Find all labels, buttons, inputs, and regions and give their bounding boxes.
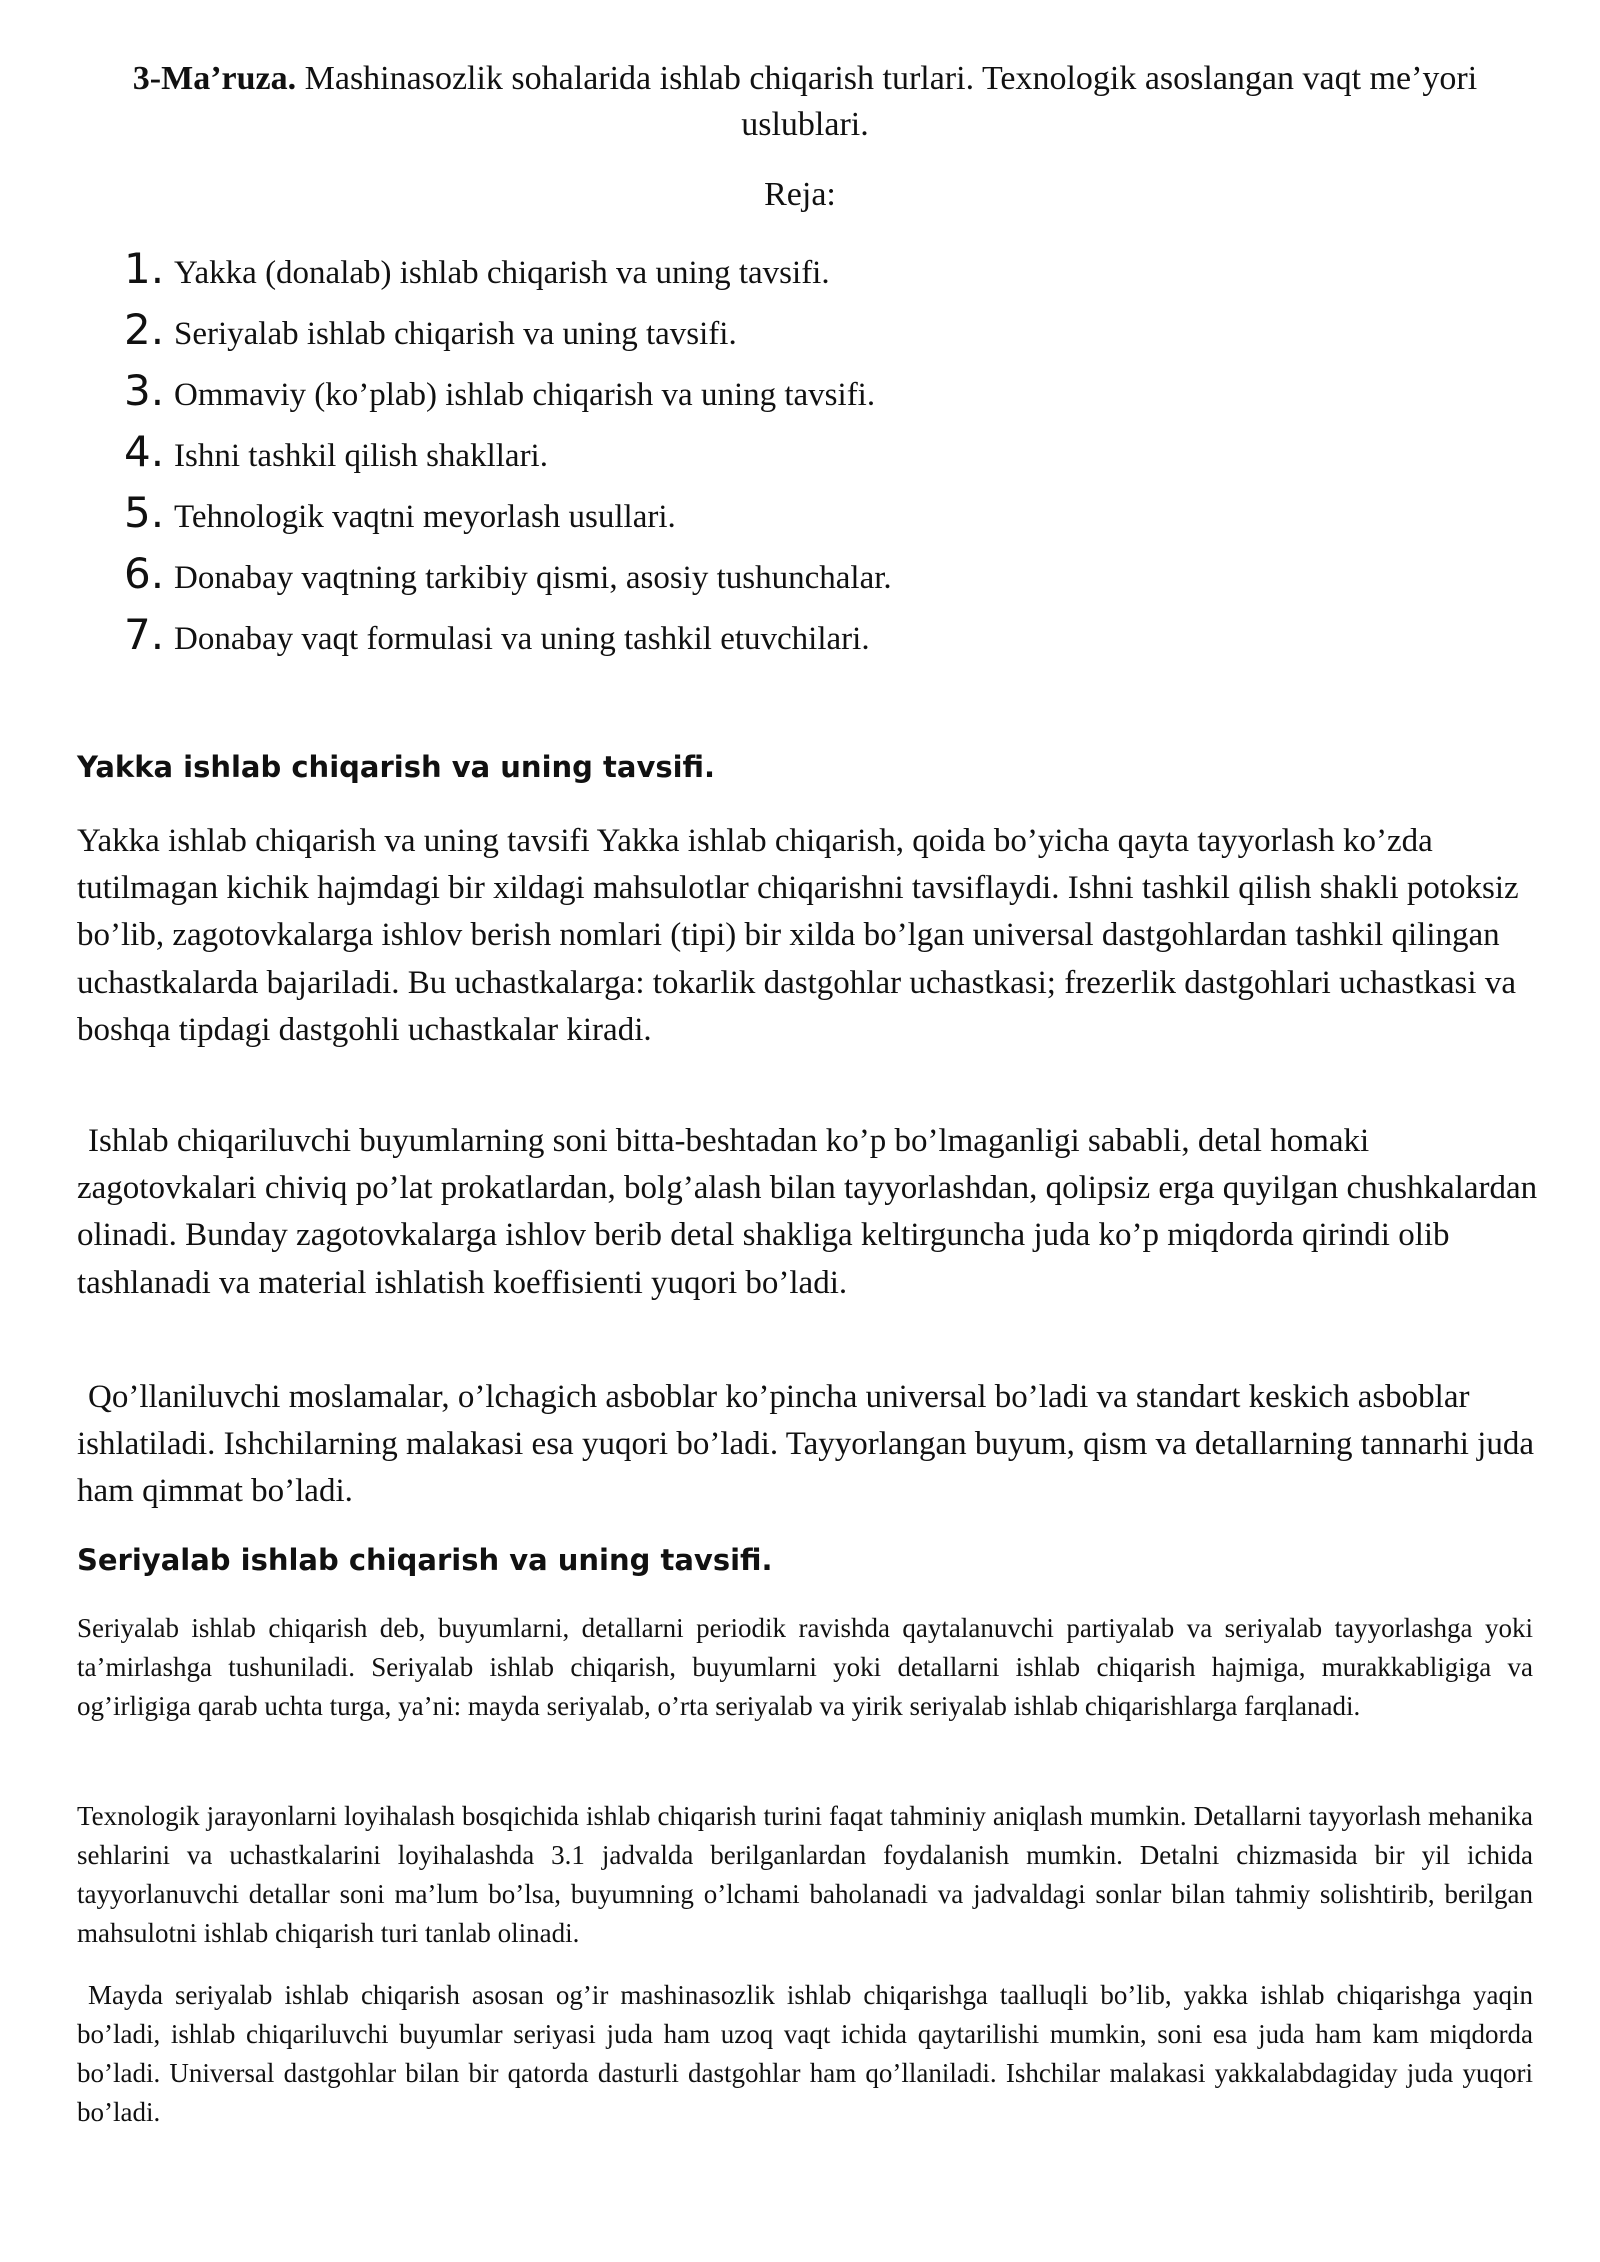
lecture-label: 3-Ma’ruza. [132, 60, 297, 97]
plan-item-number: 6. [124, 549, 165, 598]
plan-item [124, 244, 1424, 305]
plan-label: Reja: [764, 176, 836, 213]
paragraph: Qo’llaniluvchi moslamalar, o’lchagich asboblar ko’pincha universal bo’ladi va standart keskich asboblar ishlatiladi. Ishchilarning malakasi esa yuqori bo’ladi. Tayyorlangan buyum, qism va detallarning tannarhi juda ham qimmat bo’ladi. [77, 1379, 1534, 1510]
plan-item-text: Yakka (donalab) ishlab chiqarish va uning tavsifi. [174, 255, 830, 291]
plan-item-text: Seriyalab ishlab chiqarish va uning tavsifi. [174, 316, 737, 352]
plan-item [124, 305, 1424, 366]
plan-item-text: Donabay vaqtning tarkibiy qismi, asosiy tushunchalar. [174, 560, 892, 596]
plan-item [124, 427, 1424, 488]
plan-item [124, 488, 1424, 549]
section-heading-seriyalab: Seriyalab ishlab chiqarish va uning tavsifi. [77, 1543, 773, 1577]
plan-list [124, 244, 1424, 671]
plan-item-text: Ommaviy (ko’plab) ishlab chiqarish va uning tavsifi. [174, 377, 876, 413]
plan-item [124, 610, 1424, 671]
paragraph: Ishlab chiqariluvchi buyumlarning soni bitta-beshtadan ko’p bo’lmaganligi sababli, detal homaki zagotovkalari chiviq po’lat prokatlardan, bolg’alash bilan tayyorlashdan, qolipsiz erga quyilgan chushkalardan olinadi. Bunday zagotovkalarga ishlov berib detal shakliga keltirguncha juda ko’p miqdorda qirindi olib tashlanadi va material ishlatish koeffisienti yuqori bo’ladi. [77, 1123, 1538, 1301]
paragraph: Yakka ishlab chiqarish va uning tavsifi Yakka ishlab chiqarish, qoida bo’yicha qayta tayyorlash ko’zda tutilmagan kichik hajmdagi bir xildagi mahsulotlar chiqarishni tavsiflaydi. Ishni tashkil qilish shakli potoksiz bo’lib, zagotovkalarga ishlov berish nomlari (tipi) bir xilda bo’lgan universal dastgohlardan tashkil qilingan uchastkalarda bajariladi. Bu uchastkalarga: tokarlik dastgohlar uchastkasi; frezerlik dastgohlari uchastkasi va boshqa tipdagi dastgohli uchastkalar kiradi. [77, 823, 1519, 1048]
plan-item-text: Ishni tashkil qilish shakllari. [174, 438, 548, 474]
section-heading-yakka: Yakka ishlab chiqarish va uning tavsifi. [77, 750, 716, 784]
lecture-title [110, 56, 1500, 148]
plan-item-number: 2. [124, 305, 165, 354]
plan-item-number: 3. [124, 366, 165, 415]
lecture-title-text: Mashinasozlik sohalarida ishlab chiqarish turlari. Texnologik asoslangan vaqt me’yori uslublari. [304, 60, 1478, 143]
plan-item [124, 366, 1424, 427]
plan-item-number: 7. [124, 610, 165, 659]
plan-item-number: 5. [124, 488, 165, 537]
paragraph: Texnologik jarayonlarni loyihalash bosqichida ishlab chiqarish turini faqat tahminiy aniqlash mumkin. Detallarni tayyorlash mehanika sehlarini va uchastkalarini loyihalashda 3.1 jadvalda berilganlardan foydalanish mumkin. Detalni chizmasida bir yil ichida tayyorlanuvchi detallar soni ma’lum bo’lsa, buyumning o’lchami baholanadi va jadvaldagi sonlar bilan tahmiy solishtirib, berilgan mahsulotni ishlab chiqarish turi tanlab olinadi. [77, 1801, 1533, 1948]
plan-item-number: 4. [124, 427, 165, 476]
plan-item-text: Tehnologik vaqtni meyorlash usullari. [174, 499, 676, 535]
paragraph: Seriyalab ishlab chiqarish deb, buyumlarni, detallarni periodik ravishda qaytalanuvchi partiyalab va seriyalab tayyorlashga yoki ta’mirlashga tushuniladi. Seriyalab ishlab chiqarish, buyumlarni yoki detallarni ishlab chiqarish hajmiga, murakkabligiga va og’irligiga qarab uchta turga, ya’ni: mayda seriyalab, o’rta seriyalab va yirik seriyalab ishlab chiqarishlarga farqlanadi. [77, 1613, 1533, 1721]
plan-item-text: Donabay vaqt formulasi va uning tashkil etuvchilari. [174, 621, 870, 657]
plan-item [124, 549, 1424, 610]
plan-item-number: 1. [124, 244, 165, 293]
paragraph: Mayda seriyalab ishlab chiqarish asosan og’ir mashinasozlik ishlab chiqarishga taalluqli bo’lib, yakka ishlab chiqarishga yaqin bo’ladi, ishlab chiqariluvchi buyumlar seriyasi juda ham uzoq vaqt ichida qaytarilishi mumkin, soni esa juda ham kam miqdorda bo’ladi. Universal dastgohlar bilan bir qatorda dasturli dastgohlar ham qo’llaniladi. Ishchilar malakasi yakkalabdagiday juda yuqori bo’ladi. [77, 1980, 1533, 2127]
